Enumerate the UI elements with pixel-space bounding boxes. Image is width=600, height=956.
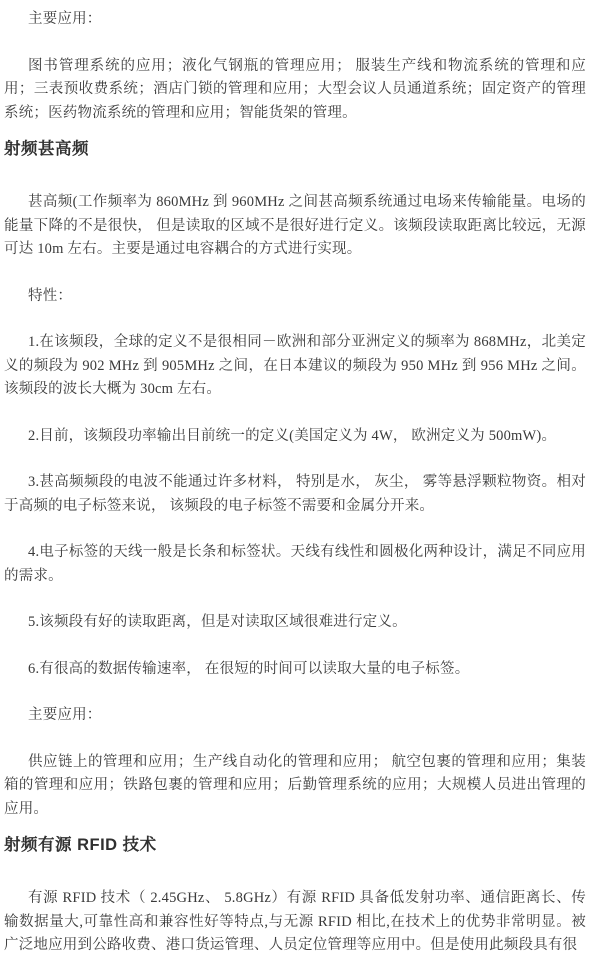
- paragraph: 1.在该频段，全球的定义不是很相同－欧洲和部分亚洲定义的频率为 868MHz，北美定义的频段为 902 MHz 到 905MHz 之间，在日本建议的频段为 950 MHz 到 956 MHz 之间。该频段的波长大概为 30cm 左右。: [4, 334, 586, 397]
- section-heading: 射频甚高频: [4, 140, 89, 158]
- paragraph: 有源 RFID 技术（ 2.45GHz、 5.8GHz）有源 RFID 具备低发射功率、通信距离长、传输数据量大,可靠性高和兼容性好等特点,与无源 RFID 相比,在技术上的优势非常明显。被广泛地应用到公路收费、港口货运管理、人员定位管理等应用中。但是使用此频段具有很: [4, 890, 586, 953]
- paragraph: 主要应用：: [28, 707, 102, 723]
- paragraph: 2.目前，该频段功率输出目前统一的定义(美国定义为 4W， 欧洲定义为 500mW)。: [28, 427, 557, 444]
- paragraph: 主要应用：: [28, 11, 102, 27]
- paragraph: 图书管理系统的应用；液化气钢瓶的管理应用； 服装生产线和物流系统的管理和应用；三表预收费系统；酒店门锁的管理和应用；大型会议人员通道系统；固定资产的管理系统；医药物流系统的管理和应用；智能货架的管理。: [4, 57, 586, 121]
- paragraph: 特性：: [28, 287, 73, 304]
- paragraph: 3.甚高频频段的电波不能通过许多材料， 特别是水， 灰尘， 雾等悬浮颗粒物资。相对于高频的电子标签来说， 该频段的电子标签不需要和金属分开来。: [4, 474, 586, 514]
- paragraph: 5.该频段有好的读取距离，但是对读取区域很难进行定义。: [28, 614, 407, 630]
- paragraph: 4.电子标签的天线一般是长条和标签状。天线有线性和圆极化两种设计，满足不同应用的需求。: [4, 544, 586, 584]
- section-heading: 射频有源 RFID 技术: [4, 836, 157, 854]
- paragraph: 供应链上的管理和应用；生产线自动化的管理和应用； 航空包裹的管理和应用；集装箱的管理和应用；铁路包裹的管理和应用；后勤管理系统的应用；大规模人员进出管理的应用。: [4, 753, 586, 817]
- paragraph: 甚高频(工作频率为 860MHz 到 960MHz 之间甚高频系统通过电场来传输能量。电场的能量下降的不是很快， 但是读取的区域不是很好进行定义。该频段读取距离比较远，无源可达 10m 左右。主要是通过电容耦合的方式进行实现。: [4, 194, 586, 257]
- paragraph: 6.有很高的数据传输速率， 在很短的时间可以读取大量的电子标签。: [28, 660, 470, 677]
